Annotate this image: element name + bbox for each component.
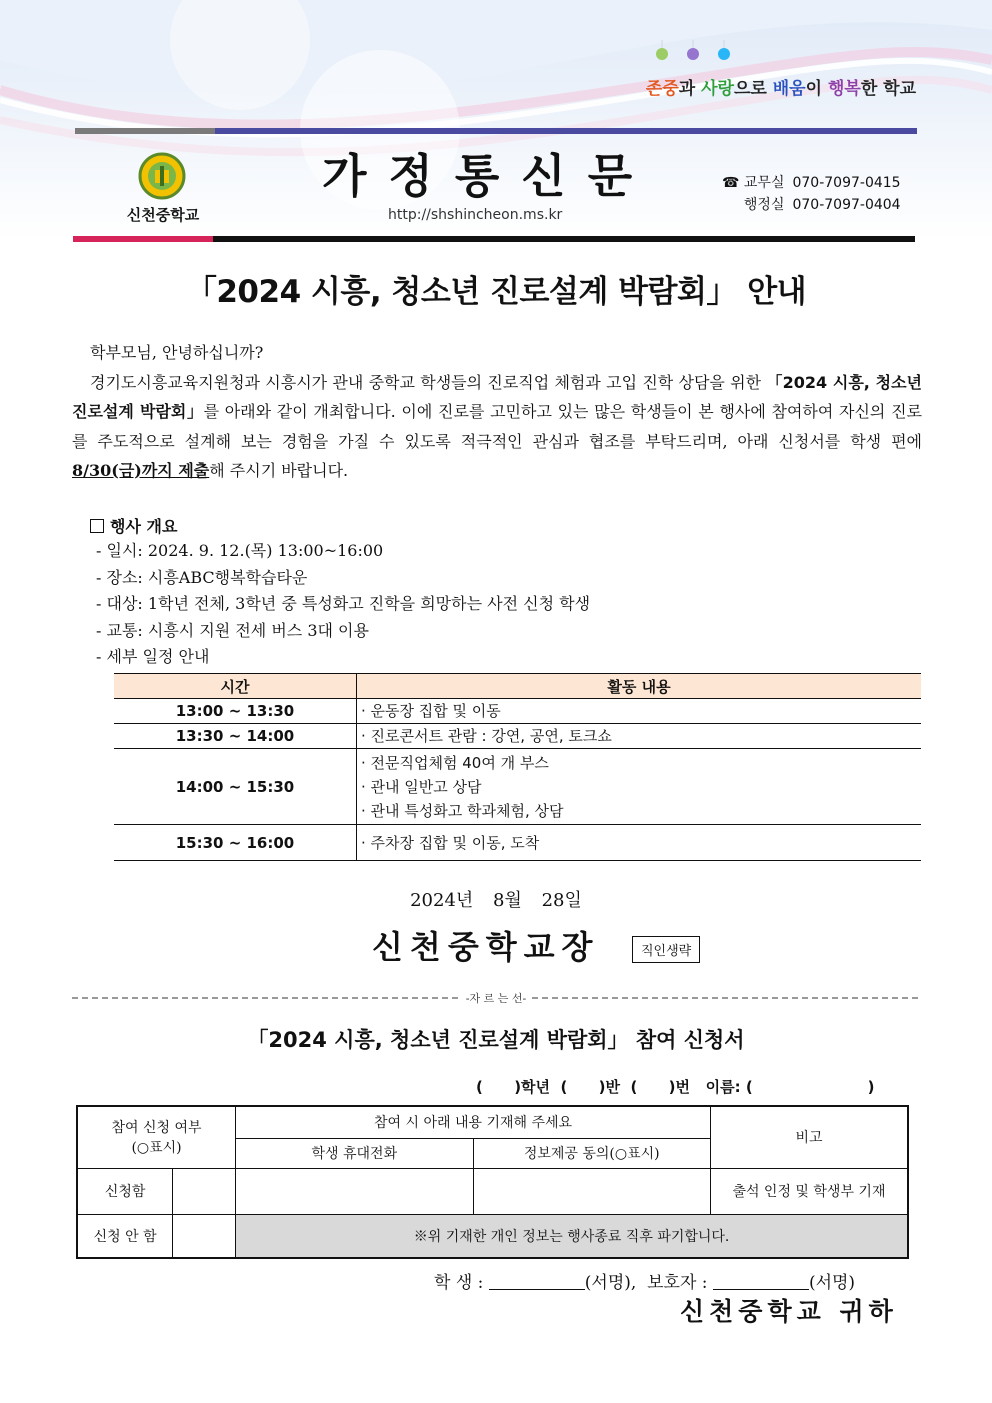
overview-items <box>96 538 590 671</box>
schedule-time: 14:00 ~ 15:30 <box>114 749 357 825</box>
phone-icon: ☎ <box>722 175 740 191</box>
schedule-table <box>114 673 921 861</box>
row-not-apply-label: 신청 안 함 <box>77 1214 173 1258</box>
col-fill-instruction: 참여 시 아래 내용 기재해 주세요 <box>236 1106 711 1138</box>
motto-segment: 배움 <box>772 79 806 99</box>
form-title: 「2024 시흥, 청소년 진로설계 박람회」 참여 신청서 <box>247 1028 745 1052</box>
motto-segment: 으로 <box>733 79 773 99</box>
schedule-activities: · 운동장 집합 및 이동 <box>357 699 922 724</box>
event-name: 「2024 시흥, 청소년 진로설계 박람회」 <box>72 372 923 421</box>
contact-info <box>722 172 901 216</box>
contact-label: 교무실 <box>743 175 785 191</box>
schedule-time: 13:00 ~ 13:30 <box>114 699 357 724</box>
student-sign-blank[interactable] <box>489 1273 585 1290</box>
overview-item: - 일시: 2024. 9. 12.(목) 13:00~16:00 <box>96 541 384 560</box>
col-phone: 학생 휴대전화 <box>236 1138 473 1168</box>
privacy-note: ※위 기재한 개인 정보는 행사종료 직후 파기합니다. <box>236 1214 908 1258</box>
motto-segment: 사랑 <box>701 79 734 99</box>
parent-sign-blank[interactable] <box>713 1273 809 1290</box>
signature-line: 학 생 : (서명), 보호자 : (서명) <box>434 1273 856 1293</box>
issue-date: 2024년 8월 28일 <box>410 890 582 911</box>
overview-item: - 대상: 1학년 전체, 3학년 중 특성화고 진학을 희망하는 사전 신청 학생 <box>96 594 591 613</box>
apply-check-cell[interactable] <box>173 1168 236 1214</box>
contact-number: 070-7097-0404 <box>792 197 901 213</box>
contact-number: 070-7097-0415 <box>792 175 901 191</box>
col-participation: 참여 신청 여부 (○표시) <box>77 1106 236 1168</box>
greeting: 학부모님, 안녕하십니까? <box>90 343 264 362</box>
overview-title: 행사 개요 <box>90 514 177 537</box>
schedule-activities: · 전문직업체험 40여 개 부스 · 관내 일반고 상담 · 관내 특성화고 학과체험, 상담 <box>357 749 922 825</box>
letter-body <box>72 338 922 486</box>
col-consent: 정보제공 동의(○표시) <box>473 1138 710 1168</box>
application-form-table <box>76 1105 909 1259</box>
contact-label: 행정실 <box>743 197 785 213</box>
overview-item: - 교통: 시흥시 지원 전세 버스 3대 이용 <box>96 620 369 640</box>
consent-cell[interactable] <box>473 1168 710 1214</box>
row-apply-label: 신청함 <box>77 1168 173 1214</box>
checkbox-icon <box>90 519 104 533</box>
headline: 「2024 시흥, 청소년 진로설계 박람회」 안내 <box>185 274 807 310</box>
phone-cell[interactable] <box>236 1168 473 1214</box>
contact-row-academic <box>722 172 901 194</box>
schedule-header-time: 시간 <box>114 674 357 699</box>
header-rule-bottom <box>73 236 915 242</box>
motto-segment: 존중 <box>645 79 679 99</box>
page-title: 가정통신문 <box>322 149 655 203</box>
table-row <box>114 749 921 825</box>
overview-item: - 장소: 시흥ABC행복학습타운 <box>96 567 308 587</box>
school-url[interactable]: http://shshincheon.ms.kr <box>388 207 563 223</box>
motto-segment: 한 학교 <box>860 79 916 99</box>
principal-signature: 신천중학교장 <box>372 928 600 966</box>
schedule-activities: · 주차장 집합 및 이동, 도착 <box>357 825 922 861</box>
deadline: 8/30(금)까지 제출 <box>72 461 210 480</box>
letter-paragraph: 경기도시흥교육지원청과 시흥시가 관내 중학교 학생들의 진로직업 체험과 고입 진학 상담을 위한 「2024 시흥, 청소년 진로설계 박람회」를 아래와 같이 개최합니다. 이에 진로를 고민하고 있는 많은 학생들이 본 행사에 참여하여 자신의 진로를 주도적으로 설계해 보는 경험을 가질 수 있도록 적극적인 관심과 협조를 부탁드리며, 아래 신청서를 학생 편에 8/30(금)까지 제출해 주시기 바랍니다. <box>72 372 923 480</box>
motto-segment: 이 <box>805 79 828 99</box>
cut-line-label: -자 르 는 선- <box>0 990 992 1006</box>
contact-row-admin <box>722 194 901 216</box>
decorative-dots <box>652 40 742 64</box>
schedule-activities: · 진로콘서트 관람 : 강연, 공연, 토크쇼 <box>357 724 922 749</box>
apply-note: 출석 인정 및 학생부 기재 <box>710 1168 908 1214</box>
seal-omitted-note: 직인생략 <box>632 936 700 963</box>
overview-item: - 세부 일정 안내 <box>96 647 210 666</box>
schedule-time: 15:30 ~ 16:00 <box>114 825 357 861</box>
schedule-time: 13:30 ~ 14:00 <box>114 724 357 749</box>
student-info-line: ( )학년 ( )반 ( )번 이름: ( ) <box>476 1078 875 1096</box>
school-name: 신천중학교 <box>126 206 200 224</box>
table-row <box>114 724 921 749</box>
col-note: 비고 <box>710 1106 908 1168</box>
table-row <box>114 699 921 724</box>
schedule-header-activity: 활동 내용 <box>357 674 922 699</box>
addressee: 신천중학교 귀하 <box>680 1297 898 1326</box>
motto-segment: 행복 <box>827 79 861 99</box>
motto-segment: 과 <box>678 79 702 99</box>
table-row <box>114 825 921 861</box>
school-motto <box>646 74 916 99</box>
school-logo <box>138 152 186 200</box>
header-rule-top <box>75 128 917 134</box>
not-apply-check-cell[interactable] <box>173 1214 236 1258</box>
